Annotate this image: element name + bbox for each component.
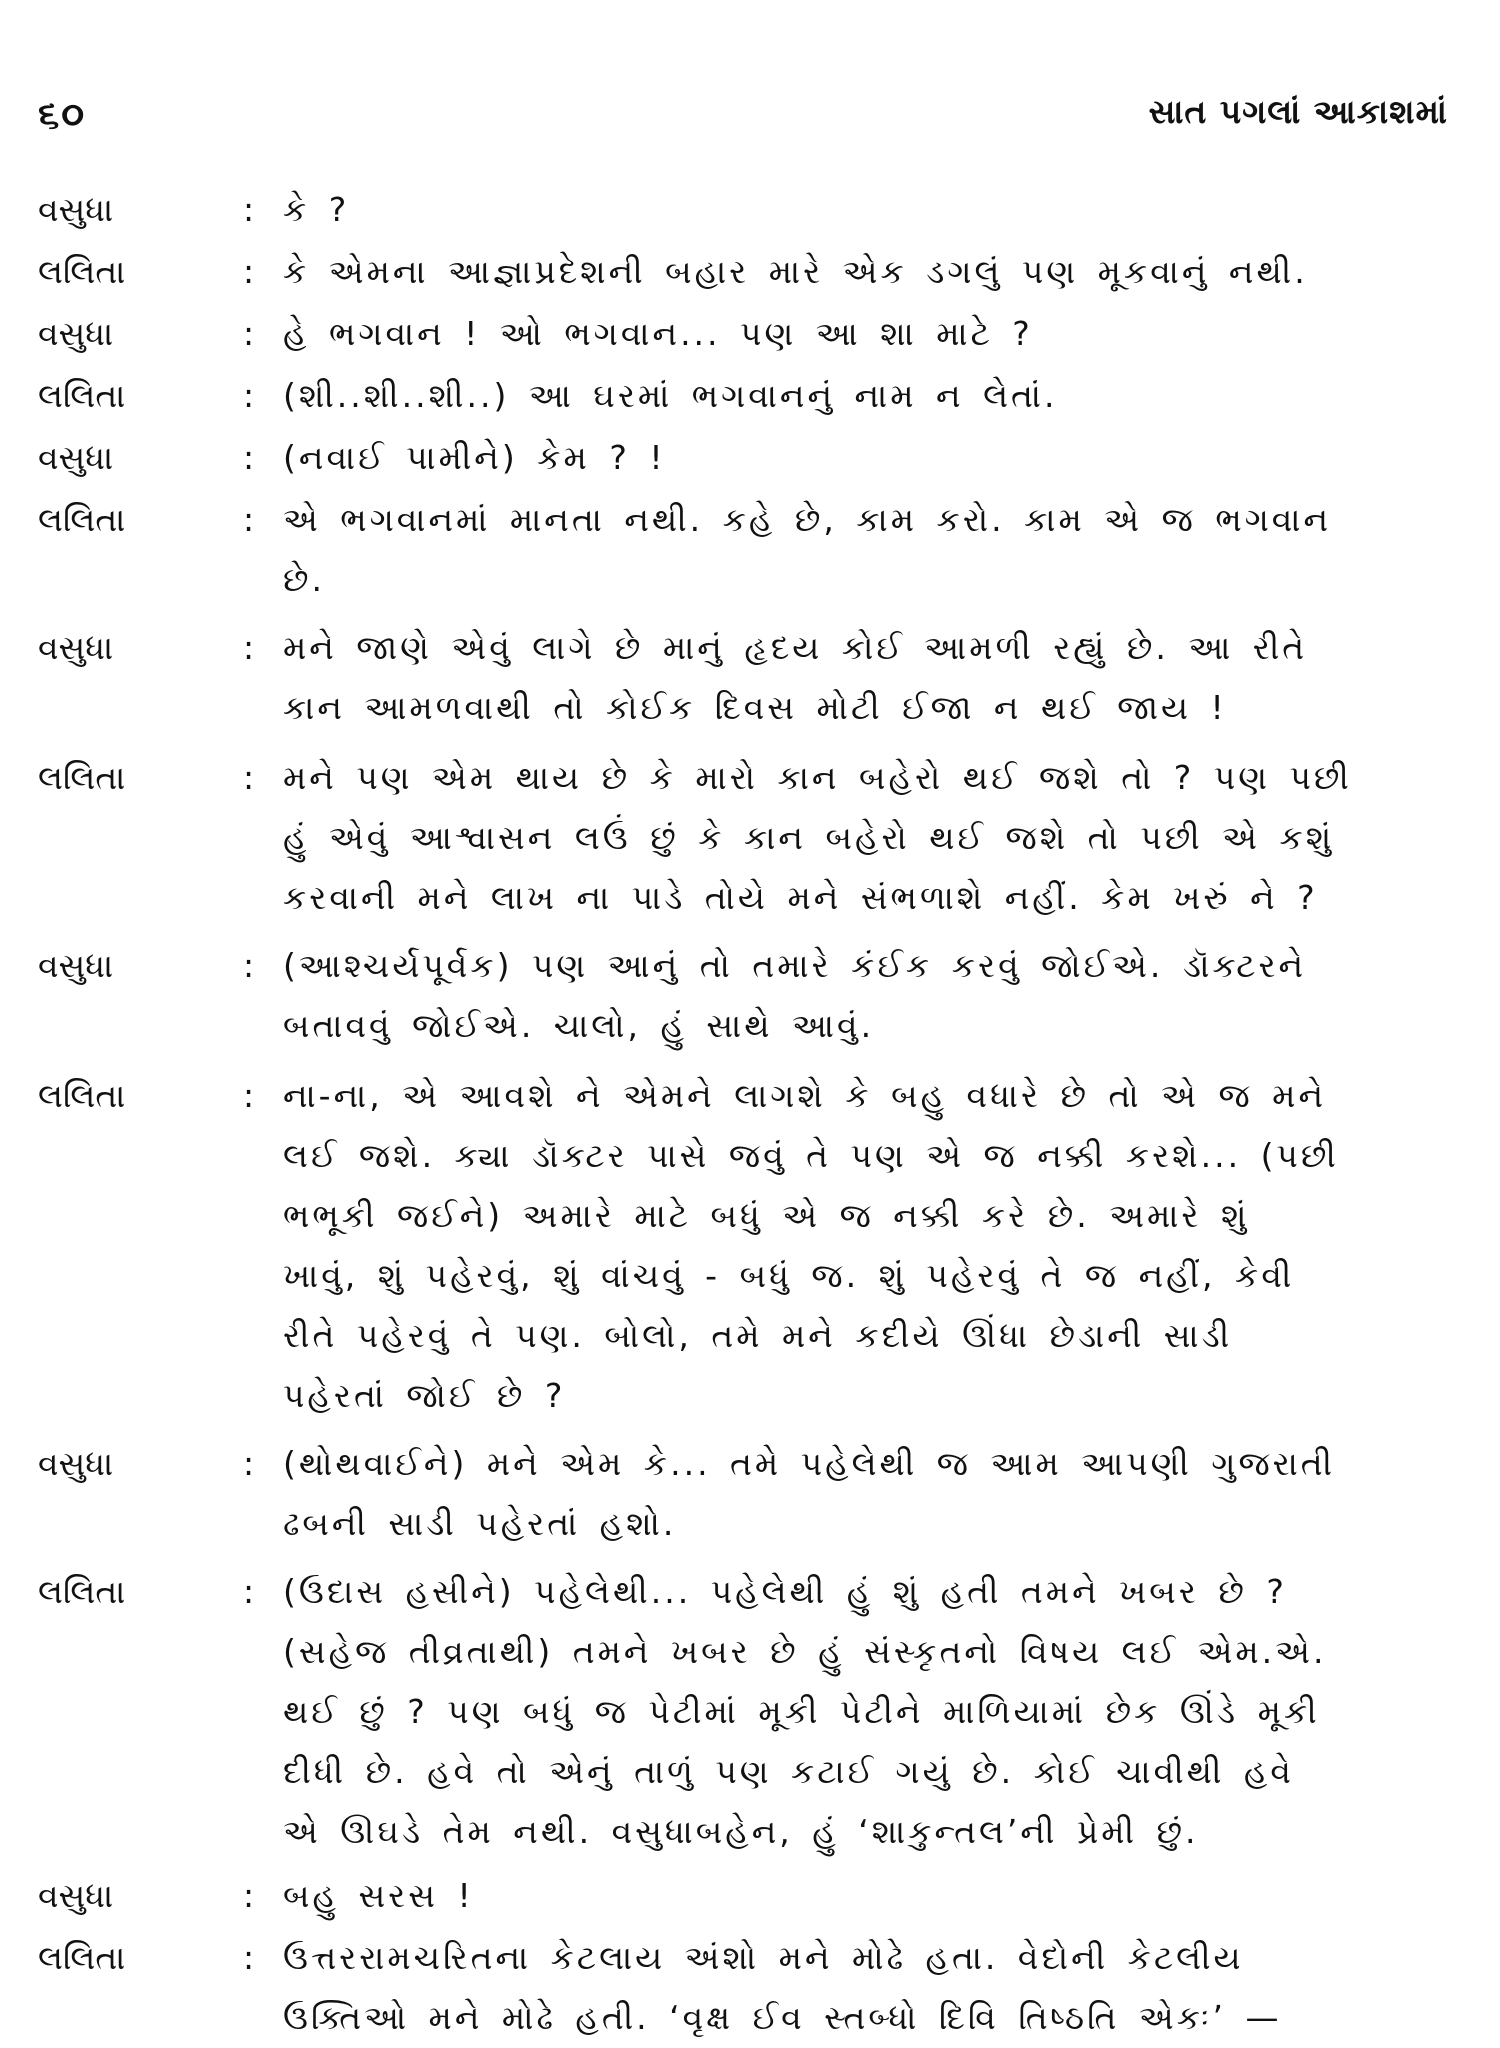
speaker-name: વસુધા	[38, 314, 114, 353]
speaker-colon: :	[243, 946, 255, 985]
speaker-colon: :	[243, 438, 255, 477]
speech-line: થઈ છું ? પણ બધું જ પેટીમાં મૂકી પેટીને માળિયામાં છેક ઊંડે મૂકી	[283, 1692, 1320, 1731]
speech-line: (આશ્ચર્યપૂર્વક) પણ આનું તો તમારે કંઈક કરવું જોઈએ. ડૉક્ટરને	[283, 946, 1307, 985]
speaker-name: વસુધા	[38, 628, 114, 667]
speech-text	[283, 1434, 1458, 1554]
speech-line: (નવાઈ પામીને) કેમ ? !	[283, 438, 666, 477]
speech-text	[283, 936, 1458, 1056]
speech-text	[283, 1562, 1458, 1862]
speech-text	[283, 490, 1458, 610]
dialogue-line	[38, 428, 1458, 488]
speech-line: બહુ સરસ !	[283, 1876, 474, 1915]
speech-text	[283, 1928, 1458, 2048]
speech-line: ઢબની સાડી પહેરતાં હશો.	[283, 1504, 677, 1543]
dialogue-line	[38, 936, 1458, 1056]
speaker-colon: :	[243, 1876, 255, 1915]
dialogue-line	[38, 304, 1458, 364]
speech-line: કે ?	[283, 190, 350, 229]
speech-line: લઈ જશે. ક્યા ડૉક્ટર પાસે જવું તે પણ એ જ નક્કી કરશે... (પછી	[283, 1136, 1339, 1175]
speech-text	[283, 180, 1458, 240]
speech-line: કરવાની મને લાખ ના પાડે તોયે મને સંભળાશે નહીં. કેમ ખરું ને ?	[283, 878, 1318, 917]
speaker-colon: :	[243, 252, 255, 291]
dialogue-line	[38, 1562, 1458, 1862]
speaker-name: લલિતા	[38, 758, 126, 797]
speaker-name: વસુધા	[38, 1444, 114, 1483]
speaker-colon: :	[243, 1076, 255, 1115]
speech-text	[283, 1066, 1458, 1426]
speech-line: દીધી છે. હવે તો એનું તાળું પણ કટાઈ ગયું છે. કોઈ ચાવીથી હવે	[283, 1752, 1294, 1791]
speech-line: ના-ના, એ આવશે ને એમને લાગશે કે બહુ વધારે છે તો એ જ મને	[283, 1076, 1327, 1115]
speaker-colon: :	[243, 376, 255, 415]
speaker-name: વસુધા	[38, 1876, 114, 1915]
speaker-colon: :	[243, 1444, 255, 1483]
speaker-name: લલિતા	[38, 1572, 126, 1611]
dialogue-line	[38, 748, 1458, 928]
speech-line: ભભૂકી જઈને) અમારે માટે બધું એ જ નક્કી કરે છે. અમારે શું	[283, 1196, 1250, 1235]
dialogue-line	[38, 618, 1458, 738]
speaker-name: લલિતા	[38, 500, 126, 539]
speech-text	[283, 618, 1458, 738]
speech-line: રીતે પહેરવું તે પણ. બોલો, તમે મને કદીયે ઊંધા છેડાની સાડી	[283, 1316, 1233, 1355]
speech-line: (સહેજ તીવ્રતાથી) તમને ખબર છે હું સંસ્કૃતનો વિષય લઈ એમ.એ.	[283, 1632, 1327, 1671]
dialogue-line	[38, 1066, 1458, 1426]
speaker-name: લલિતા	[38, 252, 126, 291]
speech-line: એ ઊઘડે તેમ નથી. વસુધાબહેન, હું ‘શાકુન્તલ’ની પ્રેમી છું.	[283, 1812, 1199, 1851]
page-number: ૬૦	[38, 92, 87, 136]
dialogue-line	[38, 242, 1458, 302]
dialogue-line	[38, 1866, 1458, 1926]
speech-line: એ ભગવાનમાં માનતા નથી. કહે છે, કામ કરો. કામ એ જ ભગવાન	[283, 500, 1332, 539]
speaker-colon: :	[243, 314, 255, 353]
dialogue-line	[38, 366, 1458, 426]
dialogue-line	[38, 180, 1458, 240]
speaker-colon: :	[243, 500, 255, 539]
speech-line: ખાવું, શું પહેરવું, શું વાંચવું - બધું જ. શું પહેરવું તે જ નહીં, કેવી	[283, 1256, 1295, 1295]
speech-text	[283, 748, 1458, 928]
speech-line: મને જાણે એવું લાગે છે માનું હૃદય કોઈ આમળી રહ્યું છે. આ રીતે	[283, 628, 1308, 667]
speech-line: ઉત્તરરામચરિતના કેટલાય અંશો મને મોઢે હતા. વેદોની કેટલીય	[283, 1938, 1244, 1977]
speech-text	[283, 366, 1458, 426]
speech-line: પહેરતાં જોઈ છે ?	[283, 1376, 566, 1415]
speaker-name: વસુધા	[38, 190, 114, 229]
speech-text	[283, 428, 1458, 488]
dialogue-text	[38, 180, 1458, 2048]
speech-line: કે એમના આજ્ઞાપ્રદેશની બહાર મારે એક ડગલું પણ મૂકવાનું નથી.	[283, 252, 1308, 291]
speech-line: મને પણ એમ થાય છે કે મારો કાન બહેરો થઈ જશે તો ? પણ પછી	[283, 758, 1352, 797]
running-title: સાત પગલાં આકાશમાં	[1148, 92, 1448, 131]
speech-text	[283, 1866, 1458, 1926]
speaker-name: લલિતા	[38, 376, 126, 415]
dialogue-line	[38, 1928, 1458, 2048]
speech-line: હું એવું આશ્વાસન લઉં છું કે કાન બહેરો થઈ જશે તો પછી એ કશું	[283, 818, 1335, 857]
speech-line: (ઉદાસ હસીને) પહેલેથી... પહેલેથી હું શું હતી તમને ખબર છે ?	[283, 1572, 1287, 1611]
speech-line: (શી..શી..શી..) આ ઘરમાં ભગવાનનું નામ ન લેતાં.	[283, 376, 1058, 415]
speaker-name: લલિતા	[38, 1076, 126, 1115]
speech-line: હે ભગવાન ! ઓ ભગવાન... પણ આ શા માટે ?	[283, 314, 1033, 353]
speaker-colon: :	[243, 190, 255, 229]
speaker-name: વસુધા	[38, 946, 114, 985]
speaker-name: વસુધા	[38, 438, 114, 477]
dialogue-line	[38, 1434, 1458, 1554]
speaker-colon: :	[243, 1572, 255, 1611]
dialogue-line	[38, 490, 1458, 610]
speaker-name: લલિતા	[38, 1938, 126, 1977]
speech-line: ઉક્તિઓ મને મોઢે હતી. ‘વૃક્ષ ઈવ સ્તબ્ધો દિવિ તિષ્ઠતિ એકઃ’ —	[283, 1998, 1282, 2037]
speech-text	[283, 242, 1458, 302]
speech-text	[283, 304, 1458, 364]
speaker-colon: :	[243, 628, 255, 667]
speaker-colon: :	[243, 1938, 255, 1977]
speech-line: કાન આમળવાથી તો કોઈક દિવસ મોટી ઈજા ન થઈ જાય !	[283, 688, 1227, 727]
speech-line: (થોથવાઈને) મને એમ કે... તમે પહેલેથી જ આમ આપણી ગુજરાતી	[283, 1444, 1336, 1483]
speaker-colon: :	[243, 758, 255, 797]
speech-line: છે.	[283, 560, 325, 599]
speech-line: બતાવવું જોઈએ. ચાલો, હું સાથે આવું.	[283, 1006, 875, 1045]
